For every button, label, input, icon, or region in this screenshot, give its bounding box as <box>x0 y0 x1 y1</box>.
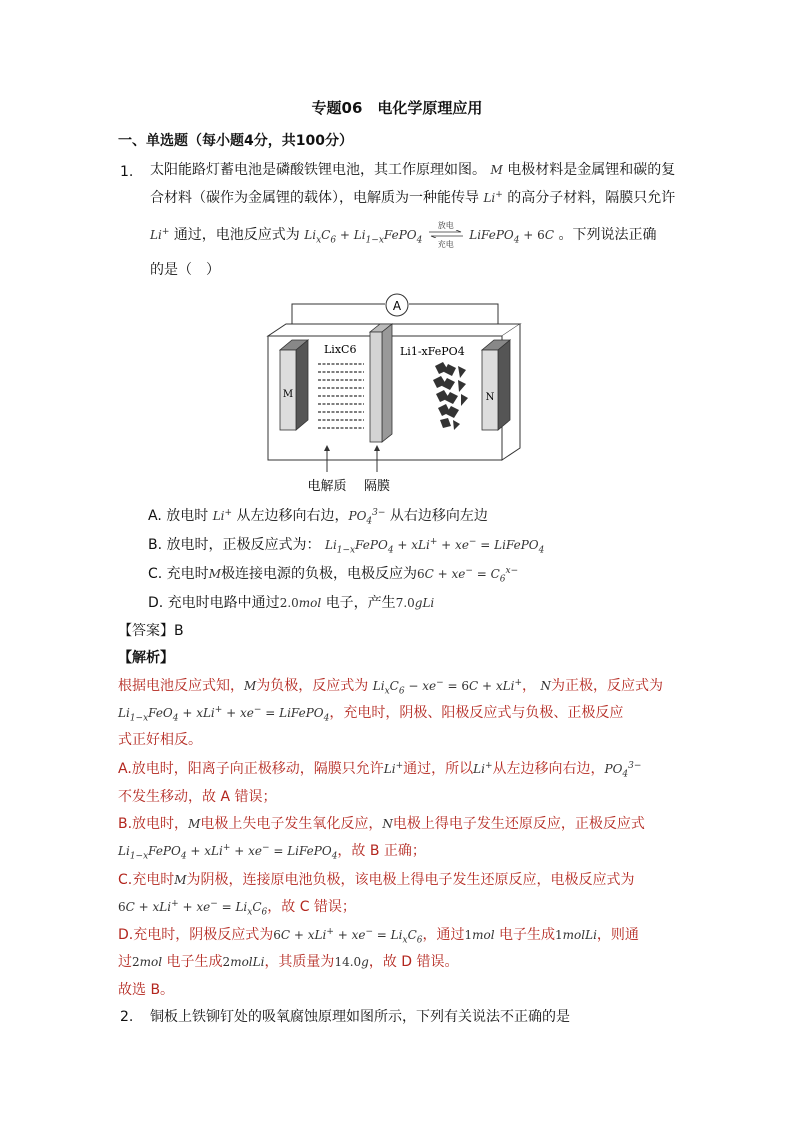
explanation-line: $Li_{1-x}FePO_4 + xLi^+ + xe^-$ = LiFePO$_4$，故 B 正确； <box>118 843 426 862</box>
question-text-line: 的是（ ） <box>150 262 220 278</box>
analysis-heading: 【解析】 <box>118 650 174 666</box>
anode-material-label: LixC6 <box>324 343 357 356</box>
explanation-line: A.放电时，阳离子向正极移动，隔膜只允许Li+通过，所以Li+从左边移向右边，$PO_4^{3-}$ <box>118 761 642 780</box>
ammeter-label: A <box>392 299 402 313</box>
question-text-line: 太阳能路灯蓄电池是磷酸铁锂电池，其工作原理如图。 M 电极材料是金属锂和碳的复 <box>150 162 676 178</box>
battery-diagram-svg <box>240 292 540 502</box>
option-b: B. 放电时，正极反应式为： $Li_{1-x}FePO_4 + xLi^+ + xe^-$ = LiFePO$_4$ <box>148 537 545 556</box>
electrolyte-label: 电解质 <box>307 479 347 494</box>
reversible-arrow: 放电 充电 <box>427 222 465 248</box>
option-a: A. 放电时 Li+ 从左边移向右边，$PO_4^{3-}$ 从右边移向左边 <box>148 508 488 527</box>
question-text-line: Li+ 通过，电池反应式为 $Li_xC_6$ + $Li_{1-x}FePO_4$ 放电 充电 LiFePO$_4$ + 6C 。下列说法正确 <box>150 221 657 249</box>
question-number: 1. <box>120 164 134 180</box>
explanation-line: $Li_{1-x}FeO_4 + xLi^+ + xe^-$ = LiFePO$_4$，充电时，阴极、阳极反应式与负极、正极反应 <box>118 705 624 724</box>
option-c: C. 充电时M极连接电源的负极，电极反应为$6C + xe^- = C_6^{x-}$ <box>148 566 519 585</box>
cathode-material-label: Li1-xFePO4 <box>400 345 465 358</box>
explanation-line: B.放电时，M电极上失电子发生氧化反应，N电极上得电子发生还原反应，正极反应式 <box>118 816 645 832</box>
explanation-line: D.充电时，阴极反应式为$6C + xLi^+ + xe^- = Li_xC_6$，通过1mol 电子生成1molLi，则通 <box>118 927 639 946</box>
question-text-line: 合材料（碳作为金属锂的载体），电解质为一种能传导 Li+ 的高分子材料，隔膜只允许 <box>150 190 676 206</box>
electrode-m-label: M <box>282 389 294 400</box>
explanation-line: 过2mol 电子生成2molLi，其质量为14.0g，故 D 错误。 <box>118 954 459 970</box>
section-heading: 一、单选题（每小题4分，共100分） <box>118 133 353 149</box>
question-text-line: 铜板上铁铆钉处的吸氧腐蚀原理如图所示，下列有关说法不正确的是 <box>150 1009 570 1025</box>
page-title: 专题06 电化学原理应用 <box>311 99 483 117</box>
explanation-line: 根据电池反应式知，M为负极，反应式为 $Li_xC_6 - xe^- = 6C + xLi^+$， N为正极，反应式为 <box>118 678 663 697</box>
explanation-line: C.充电时M为阴极，连接原电池负极，该电极上得电子发生还原反应，电极反应式为 <box>118 872 635 888</box>
electrode-n-label: N <box>485 392 495 403</box>
question-number: 2. <box>120 1009 134 1025</box>
battery-diagram <box>240 292 540 502</box>
explanation-line: 故选 B。 <box>118 982 175 998</box>
membrane-label: 隔膜 <box>363 479 391 494</box>
explanation-line: 不发生移动，故 A 错误； <box>118 789 277 805</box>
explanation-line: $6C + xLi^+ + xe^- = Li_xC_6$，故 C 错误； <box>118 899 356 918</box>
option-d: D. 充电时电路中通过2.0mol 电子，产生7.0gLi <box>148 595 435 611</box>
explanation-line: 式正好相反。 <box>118 732 202 748</box>
membrane <box>370 332 382 442</box>
answer-label: 【答案】B <box>118 623 184 639</box>
